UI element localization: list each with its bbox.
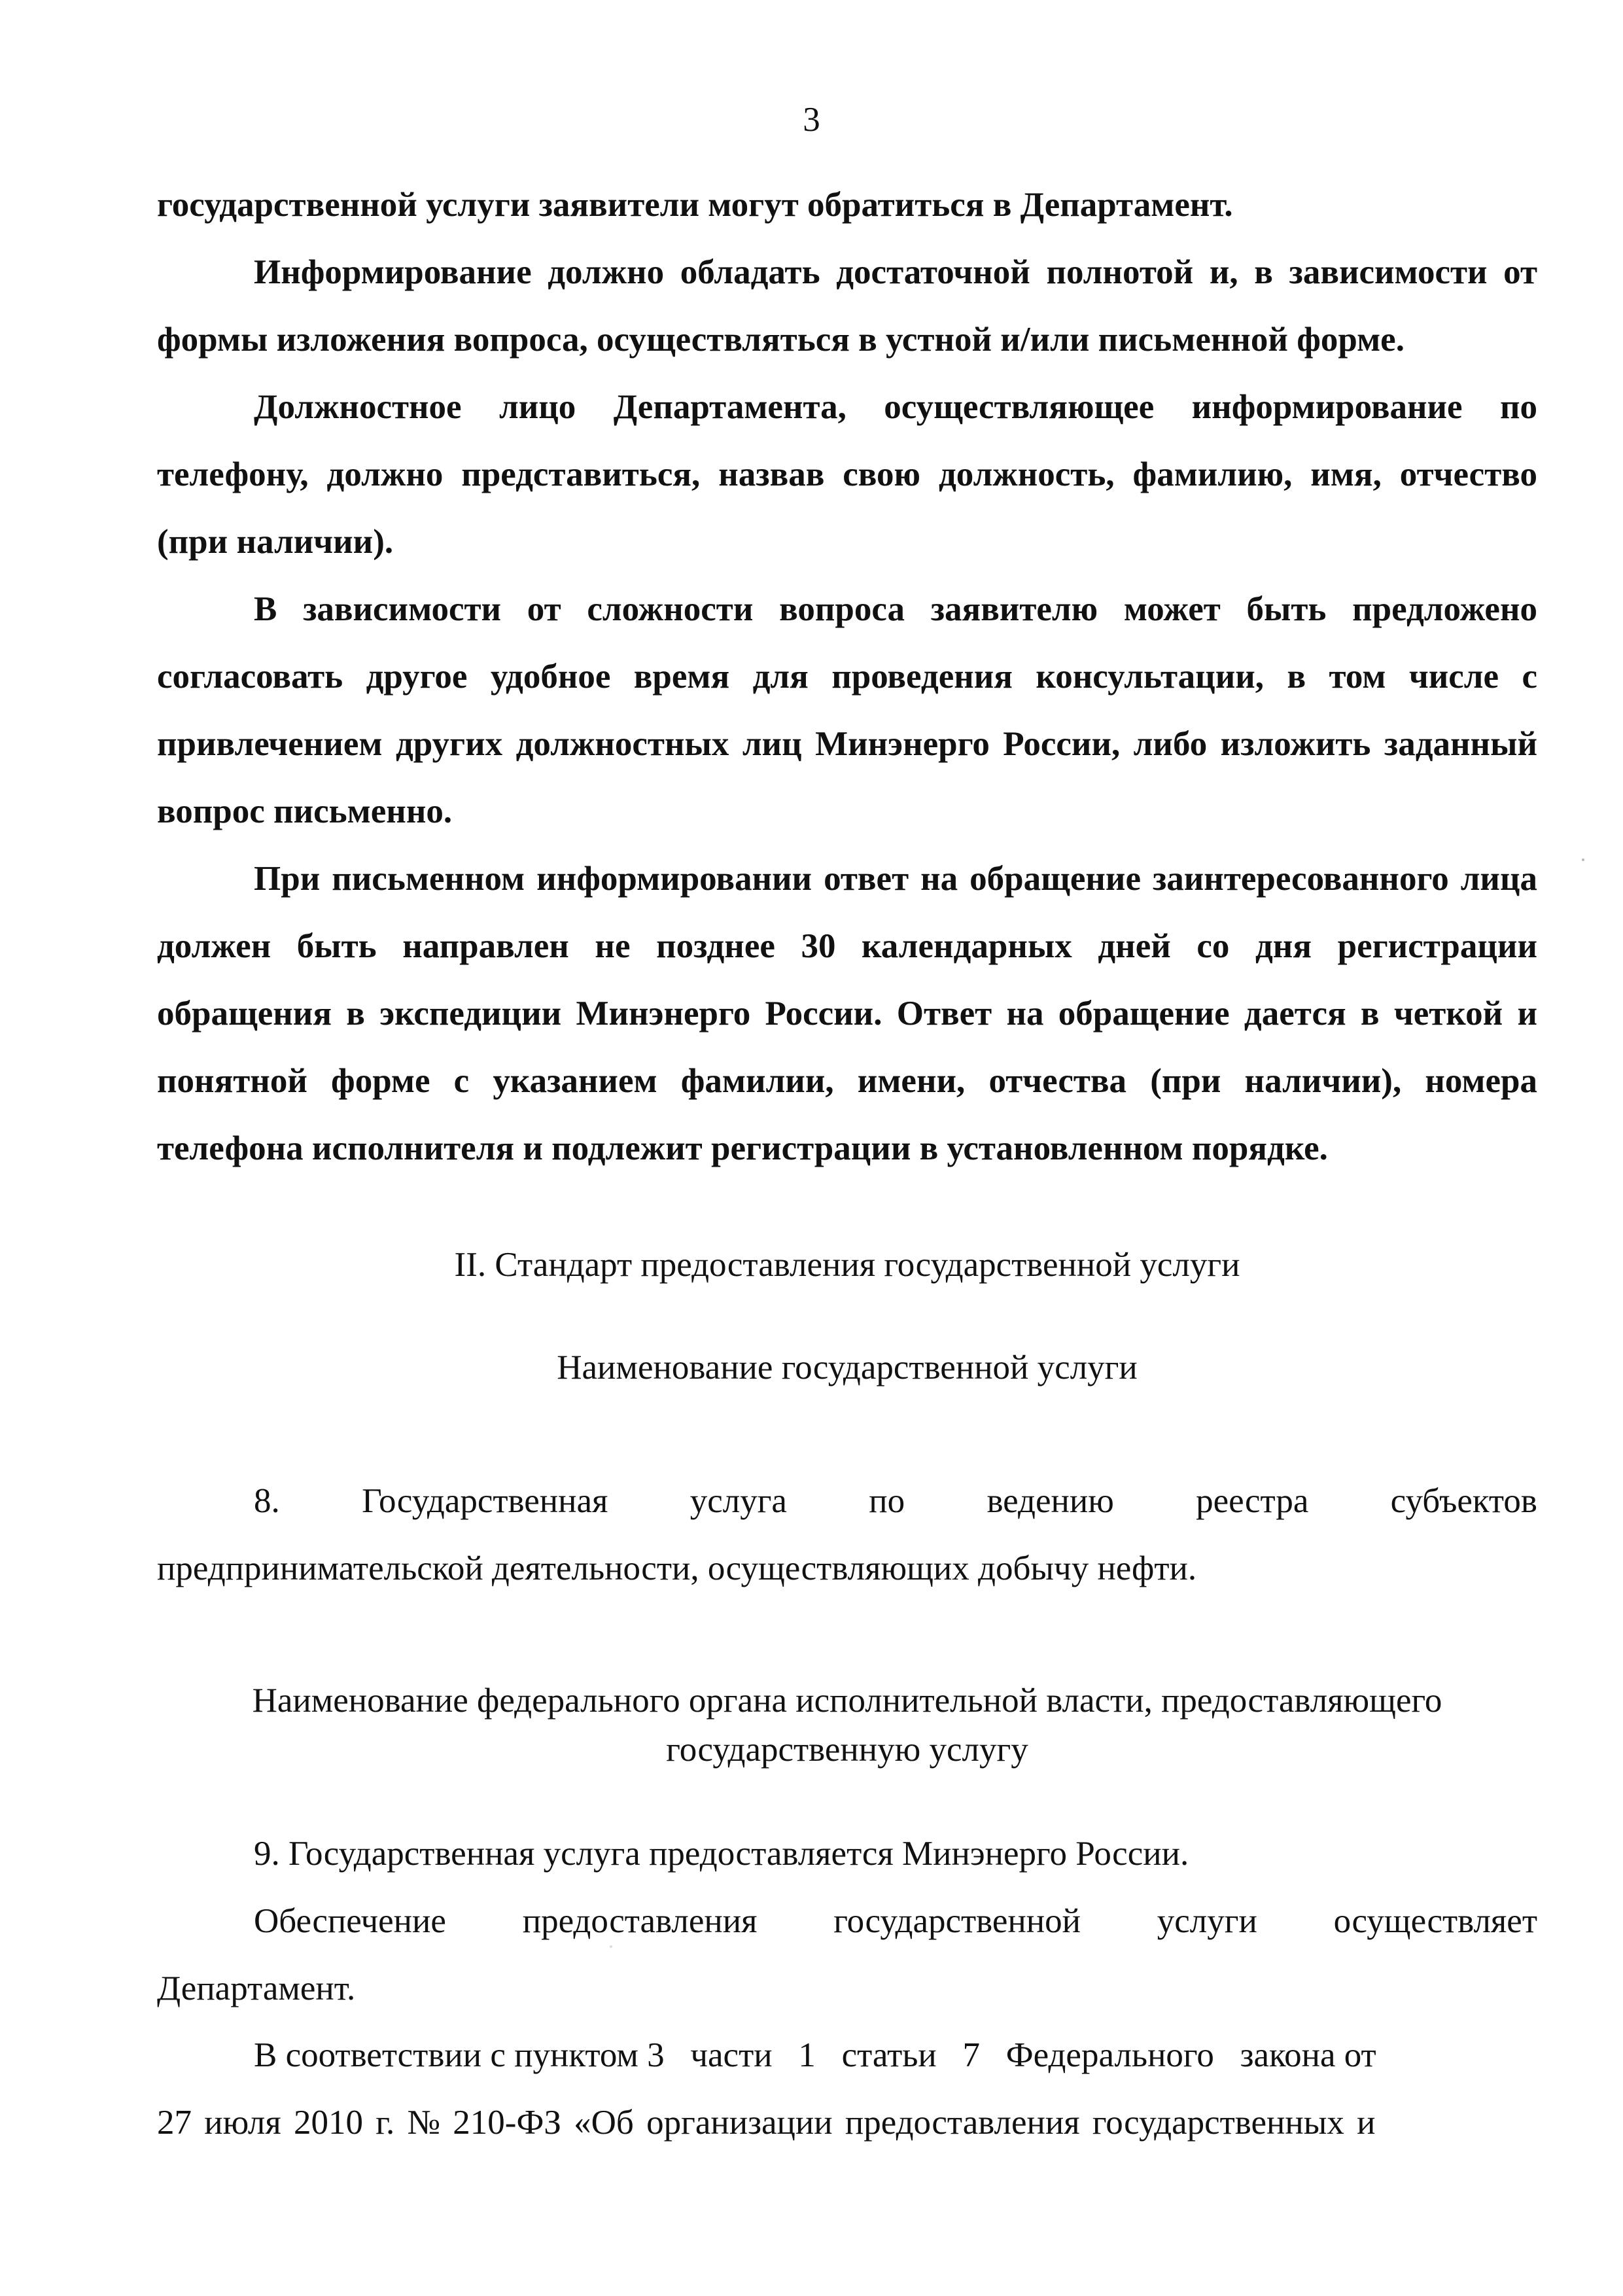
word: 8. (254, 1482, 280, 1520)
paragraph-written-informing (157, 845, 1537, 1182)
word: Государственная (362, 1482, 608, 1520)
word: ведению (986, 1482, 1114, 1520)
item-8-second-line: предпринимательской деятельности, осуществляющих добычу нефти. (157, 1549, 1197, 1587)
scan-speck (610, 1945, 612, 1948)
paragraph-text: государственной услуги заявители могут обратиться в Департамент. (157, 186, 1233, 224)
word: услуги (1157, 1902, 1257, 1940)
paragraph-text: Должностное лицо Департамента, осуществляющее информирование по телефону, должно представиться, назвав свою должность, фамилию, имя, отчество (при наличии). (157, 388, 1537, 561)
heading-line: Наименование федерального органа исполнительной власти, предоставляющего (252, 1682, 1442, 1720)
word: реестра (1196, 1482, 1309, 1520)
law-second-line: 27 июля 2010 г. № 210-ФЗ «Об организации предоставления государственных и (157, 2104, 1376, 2142)
paragraph-official (157, 374, 1537, 576)
paragraph-provision (157, 1888, 1537, 2022)
item-9 (157, 1820, 1537, 1888)
item-8 (157, 1468, 1537, 1602)
paragraph-law-reference (157, 2022, 1537, 2157)
scan-speck (1582, 858, 1584, 861)
word: государственной (833, 1902, 1081, 1940)
provision-first-line (157, 1888, 1537, 1955)
page-number: 3 (803, 101, 820, 139)
word: Обеспечение (254, 1902, 446, 1940)
word: осуществляет (1333, 1902, 1537, 1940)
word: услуга (689, 1482, 787, 1520)
provision-second-line: Департамент. (157, 1969, 356, 2007)
word: субъектов (1390, 1482, 1537, 1520)
paragraph-text: При письменном информировании ответ на обращение заинтересованного лица должен быть направлен не позднее 30 календарных дней со дня регистрации обращения в экспедиции Минэнерго России. Ответ на обращение дается в четкой и понятной форме с указанием фамилии, имени, отчества (при наличии), номера телефона исполнителя и подлежит регистрации в установленном порядке. (157, 860, 1537, 1167)
subsection-heading-federal-body (157, 1676, 1537, 1775)
paragraph-text: В зависимости от сложности вопроса заявителю может быть предложено согласовать другое удобное время для проведения консультации, в том числе с привлечением других должностных лиц Минэнерго России, либо изложить заданный вопрос письменно. (157, 590, 1537, 830)
word: предоставления (522, 1902, 758, 1940)
word: по (869, 1482, 905, 1520)
paragraph-informing (157, 239, 1537, 374)
section-heading: II. Стандарт предоставления государственной услуги (454, 1246, 1240, 1284)
paragraph-complexity (157, 576, 1537, 845)
law-first-line: В соответствии с пунктом 3 части 1 статьи 7 Федерального закона от (254, 2036, 1376, 2074)
heading-line: государственную услугу (666, 1731, 1028, 1769)
item-9-text: 9. Государственная услуга предоставляется Минэнерго России. (254, 1835, 1189, 1873)
paragraph-continuation (157, 171, 1537, 239)
subsection-heading-service-name: Наименование государственной услуги (557, 1349, 1138, 1386)
item-8-first-line (157, 1468, 1537, 1535)
paragraph-text: Информирование должно обладать достаточной полнотой и, в зависимости от формы изложения вопроса, осуществляться в устной и/или письменной форме. (157, 253, 1537, 359)
